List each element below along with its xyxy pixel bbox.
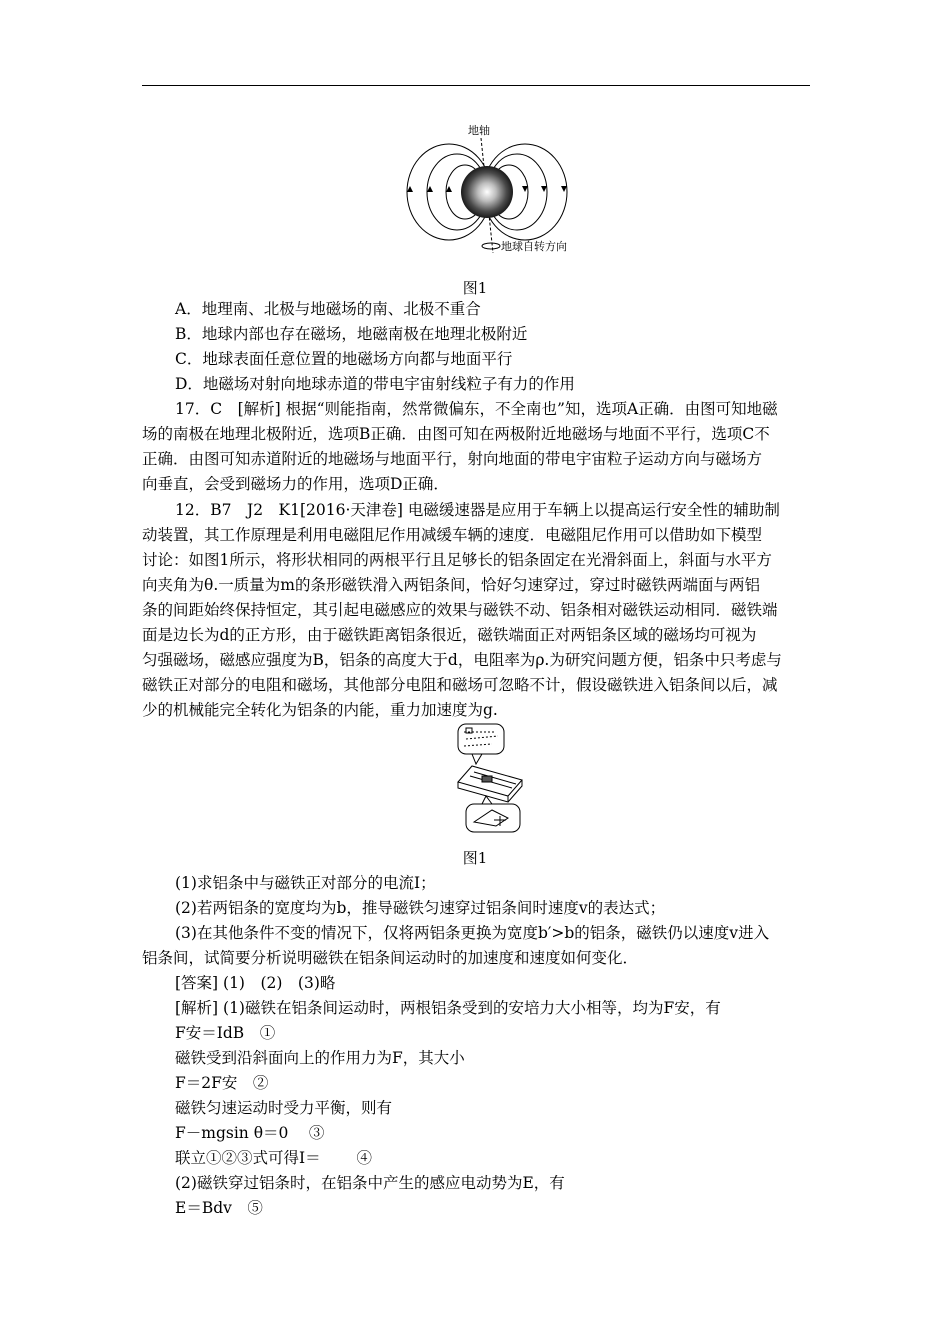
problem12-line9: 少的机械能完全转化为铝条的内能，重力加速度为g.	[142, 701, 498, 719]
answer17-line2: 场的南极在地理北极附近，选项B正确．由图可知在两极附近地磁场与地面不平行，选项C不	[142, 425, 770, 443]
solution-line6: F－mgsin θ＝0 ③	[175, 1124, 325, 1142]
solution-line1: [解析] (1)磁铁在铝条间运动时，两根铝条受到的安培力大小相等，均为F安，有	[175, 999, 721, 1017]
retarder-figure	[452, 722, 524, 834]
solution-line2: F安＝IdB ①	[175, 1024, 276, 1042]
option-a: A．地理南、北极与地磁场的南、北极不重合	[175, 300, 481, 318]
figure2-caption: 图1	[462, 849, 488, 867]
earth-magnetic-field-figure	[395, 118, 585, 263]
problem12-line5: 条的间距始终保持恒定，其引起电磁感应的效果与磁铁不动、铝条相对磁铁运动相同．磁铁端	[142, 601, 778, 619]
solution-line8: (2)磁铁穿过铝条时，在铝条中产生的感应电动势为E，有	[175, 1174, 565, 1192]
problem12-line4: 向夹角为θ.一质量为m的条形磁铁滑入两铝条间，恰好匀速穿过，穿过时磁铁两端面与两铝	[142, 576, 760, 594]
question-3-line1: (3)在其他条件不变的情况下，仅将两铝条更换为宽度b′>b的铝条，磁铁仍以速度v进入	[175, 924, 770, 942]
rotation-label: 地球自转方向	[501, 241, 567, 253]
problem12-line6: 面是边长为d的正方形，由于磁铁距离铝条很近，磁铁端面正对两铝条区域的磁场均可视为	[142, 626, 757, 644]
figure1-caption: 图1	[462, 279, 488, 297]
question-3-line2: 铝条间，试简要分析说明磁铁在铝条间运动时的加速度和速度如何变化．	[142, 949, 639, 967]
answer17-line1: 17．C [解析] 根据“则能指南，然常微偏东，不全南也”知，选项A正确．由图可知地磁	[175, 400, 778, 418]
solution-line3: 磁铁受到沿斜面向上的作用力为F，其大小	[175, 1049, 465, 1067]
question-2: (2)若两铝条的宽度均为b，推导磁铁匀速穿过铝条间时速度v的表达式；	[175, 899, 666, 917]
problem12-line3: 讨论：如图1所示，将形状相同的两根平行且足够长的铝条固定在光滑斜面上，斜面与水平方	[142, 551, 772, 569]
answer17-line4: 向垂直，会受到磁场力的作用，选项D正确．	[142, 475, 449, 493]
question-1: (1)求铝条中与磁铁正对部分的电流I；	[175, 874, 436, 892]
option-b: B．地球内部也存在磁场，地磁南极在地理北极附近	[175, 325, 528, 343]
answer-line: [答案] (1) (2) (3)略	[175, 974, 336, 992]
axis-label: 地轴	[468, 125, 490, 137]
problem12-line2: 动装置，其工作原理是利用电磁阻尼作用减缓车辆的速度．电磁阻尼作用可以借助如下模型	[142, 526, 763, 544]
solution-line9: E＝Bdv ⑤	[175, 1199, 263, 1217]
option-d: D．地磁场对射向地球赤道的带电宇宙射线粒子有力的作用	[175, 375, 575, 393]
solution-line4: F＝2F安 ②	[175, 1074, 269, 1092]
option-c: C．地球表面任意位置的地磁场方向都与地面平行	[175, 350, 513, 368]
header-rule	[142, 85, 810, 86]
solution-line7: 联立①②③式可得I＝ ④	[175, 1149, 373, 1167]
answer17-line3: 正确．由图可知赤道附近的地磁场与地面平行，射向地面的带电宇宙粒子运动方向与磁场方	[142, 450, 763, 468]
problem12-line1: 12．B7 J2 K1[2016·天津卷] 电磁缓速器是应用于车辆上以提高运行安全性的辅助制	[175, 501, 780, 519]
solution-line5: 磁铁匀速运动时受力平衡，则有	[175, 1099, 393, 1117]
problem12-line7: 匀强磁场，磁感应强度为B，铝条的高度大于d，电阻率为ρ.为研究问题方便，铝条中只考虑与	[142, 651, 782, 669]
earth-globe	[461, 166, 513, 218]
problem12-line8: 磁铁正对部分的电阻和磁场，其他部分电阻和磁场可忽略不计，假设磁铁进入铝条间以后，减	[142, 676, 778, 694]
